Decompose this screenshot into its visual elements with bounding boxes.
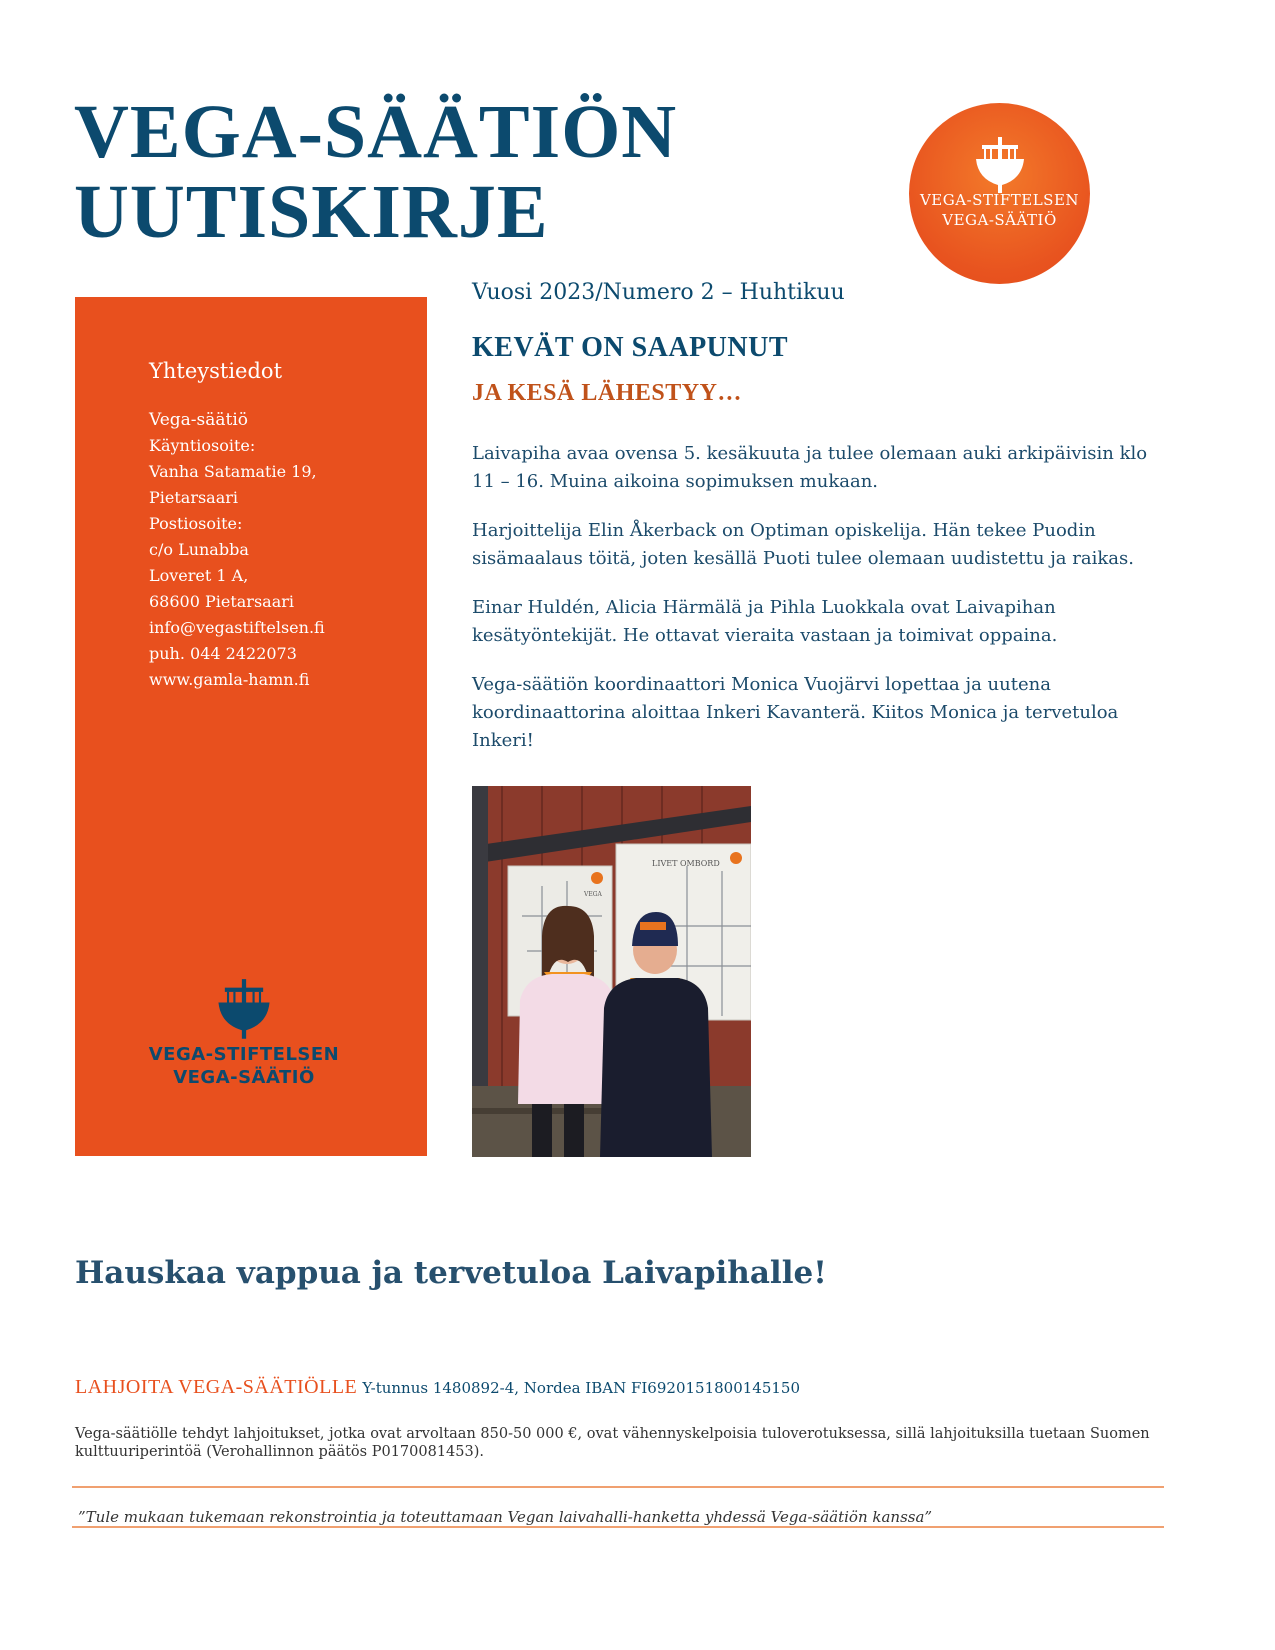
ship-icon [211, 977, 277, 1043]
contact-line: Vanha Satamatie 19, [149, 462, 317, 481]
contact-line: Käyntiosoite: [149, 436, 256, 455]
sidebar-logo-text-1: VEGA-STIFTELSEN [148, 1044, 340, 1065]
contact-website-link[interactable]: www.gamla-hamn.fi [149, 670, 310, 689]
greeting-heading: Hauskaa vappua ja tervetuloa Laivapihalle! [75, 1255, 827, 1291]
contact-line: Pietarsaari [149, 488, 239, 507]
donation-line [75, 1376, 800, 1399]
photo-illustration [472, 786, 751, 1157]
contact-line: Vega-säätiö [149, 410, 249, 430]
divider [72, 1526, 1164, 1528]
article-headline: KEVÄT ON SAAPUNUT [472, 332, 789, 363]
contact-line: Loveret 1 A, [149, 566, 249, 585]
support-quote: ”Tule mukaan tukemaan rekonstrointia ja toteuttamaan Vegan laivahalli-hanketta yhdessä Vega-säätiön kanssa” [78, 1508, 933, 1526]
staff-photo [472, 786, 751, 1157]
article-body [472, 440, 1172, 776]
divider [72, 1486, 1164, 1488]
contact-heading: Yhteystiedot [149, 359, 283, 383]
contact-email-link[interactable]: info@vegastiftelsen.fi [149, 618, 325, 637]
title-line-2: UUTISKIRJE [74, 170, 549, 254]
contact-line: 68600 Pietarsaari [149, 592, 295, 611]
contact-line: c/o Lunabba [149, 540, 249, 559]
logo-text-2: VEGA-SÄÄTIÖ [942, 211, 1057, 229]
contact-phone: puh. 044 2422073 [149, 644, 297, 663]
donation-details: Y-tunnus 1480892-4, Nordea IBAN FI6920151800145150 [362, 1379, 801, 1397]
logo-text-1: VEGA-STIFTELSEN [919, 191, 1080, 209]
contact-line: Postiosoite: [149, 514, 243, 533]
article-paragraph: Laivapiha avaa ovensa 5. kesäkuuta ja tulee olemaan auki arkipäivisin klo 11 – 16. Muina aikoina sopimuksen mukaan. [472, 443, 1148, 492]
donation-label: LAHJOITA VEGA-SÄÄTIÖLLE [75, 1376, 358, 1398]
article-paragraph: Einar Huldén, Alicia Härmälä ja Pihla Luokkala ovat Laivapihan kesätyöntekijät. He ottavat vieraita vastaan ja toimivat oppaina. [472, 597, 1058, 646]
donation-note: Vega-säätiölle tehdyt lahjoitukset, jotka ovat arvoltaan 850-50 000 €, ovat vähennyskelpoisia tuloverotuksessa, sillä lahjoituksilla tuetaan Suomen kulttuuriperintöä (Verohallinnon päätös P0170081453). [75, 1426, 1150, 1460]
sidebar-logo-text-2: VEGA-SÄÄTIÖ [173, 1067, 315, 1088]
photo-sign-text-2: VEGA [584, 891, 602, 898]
article-subheadline: JA KESÄ LÄHESTYY… [472, 380, 742, 406]
title-line-1: VEGA-SÄÄTIÖN [74, 90, 678, 174]
ship-icon [972, 135, 1028, 197]
contact-sidebar [75, 297, 427, 1156]
sidebar-logo [75, 977, 413, 1089]
contact-lines [149, 407, 325, 693]
issue-info: Vuosi 2023/Numero 2 – Huhtikuu [472, 280, 845, 305]
article-paragraph: Vega-säätiön koordinaattori Monica Vuojärvi lopettaa ja uutena koordinaattorina aloittaa Inkeri Kavanterä. Kiitos Monica ja tervetuloa Inkeri! [472, 674, 1119, 751]
foundation-logo [909, 103, 1090, 284]
article-paragraph: Harjoittelija Elin Åkerback on Optiman opiskelija. Hän tekee Puodin sisämaalaus töitä, joten kesällä Puoti tulee olemaan uudistettu ja raikas. [472, 520, 1134, 569]
newsletter-title [74, 92, 677, 252]
photo-sign-text: LIVET OMBORD [652, 859, 720, 868]
